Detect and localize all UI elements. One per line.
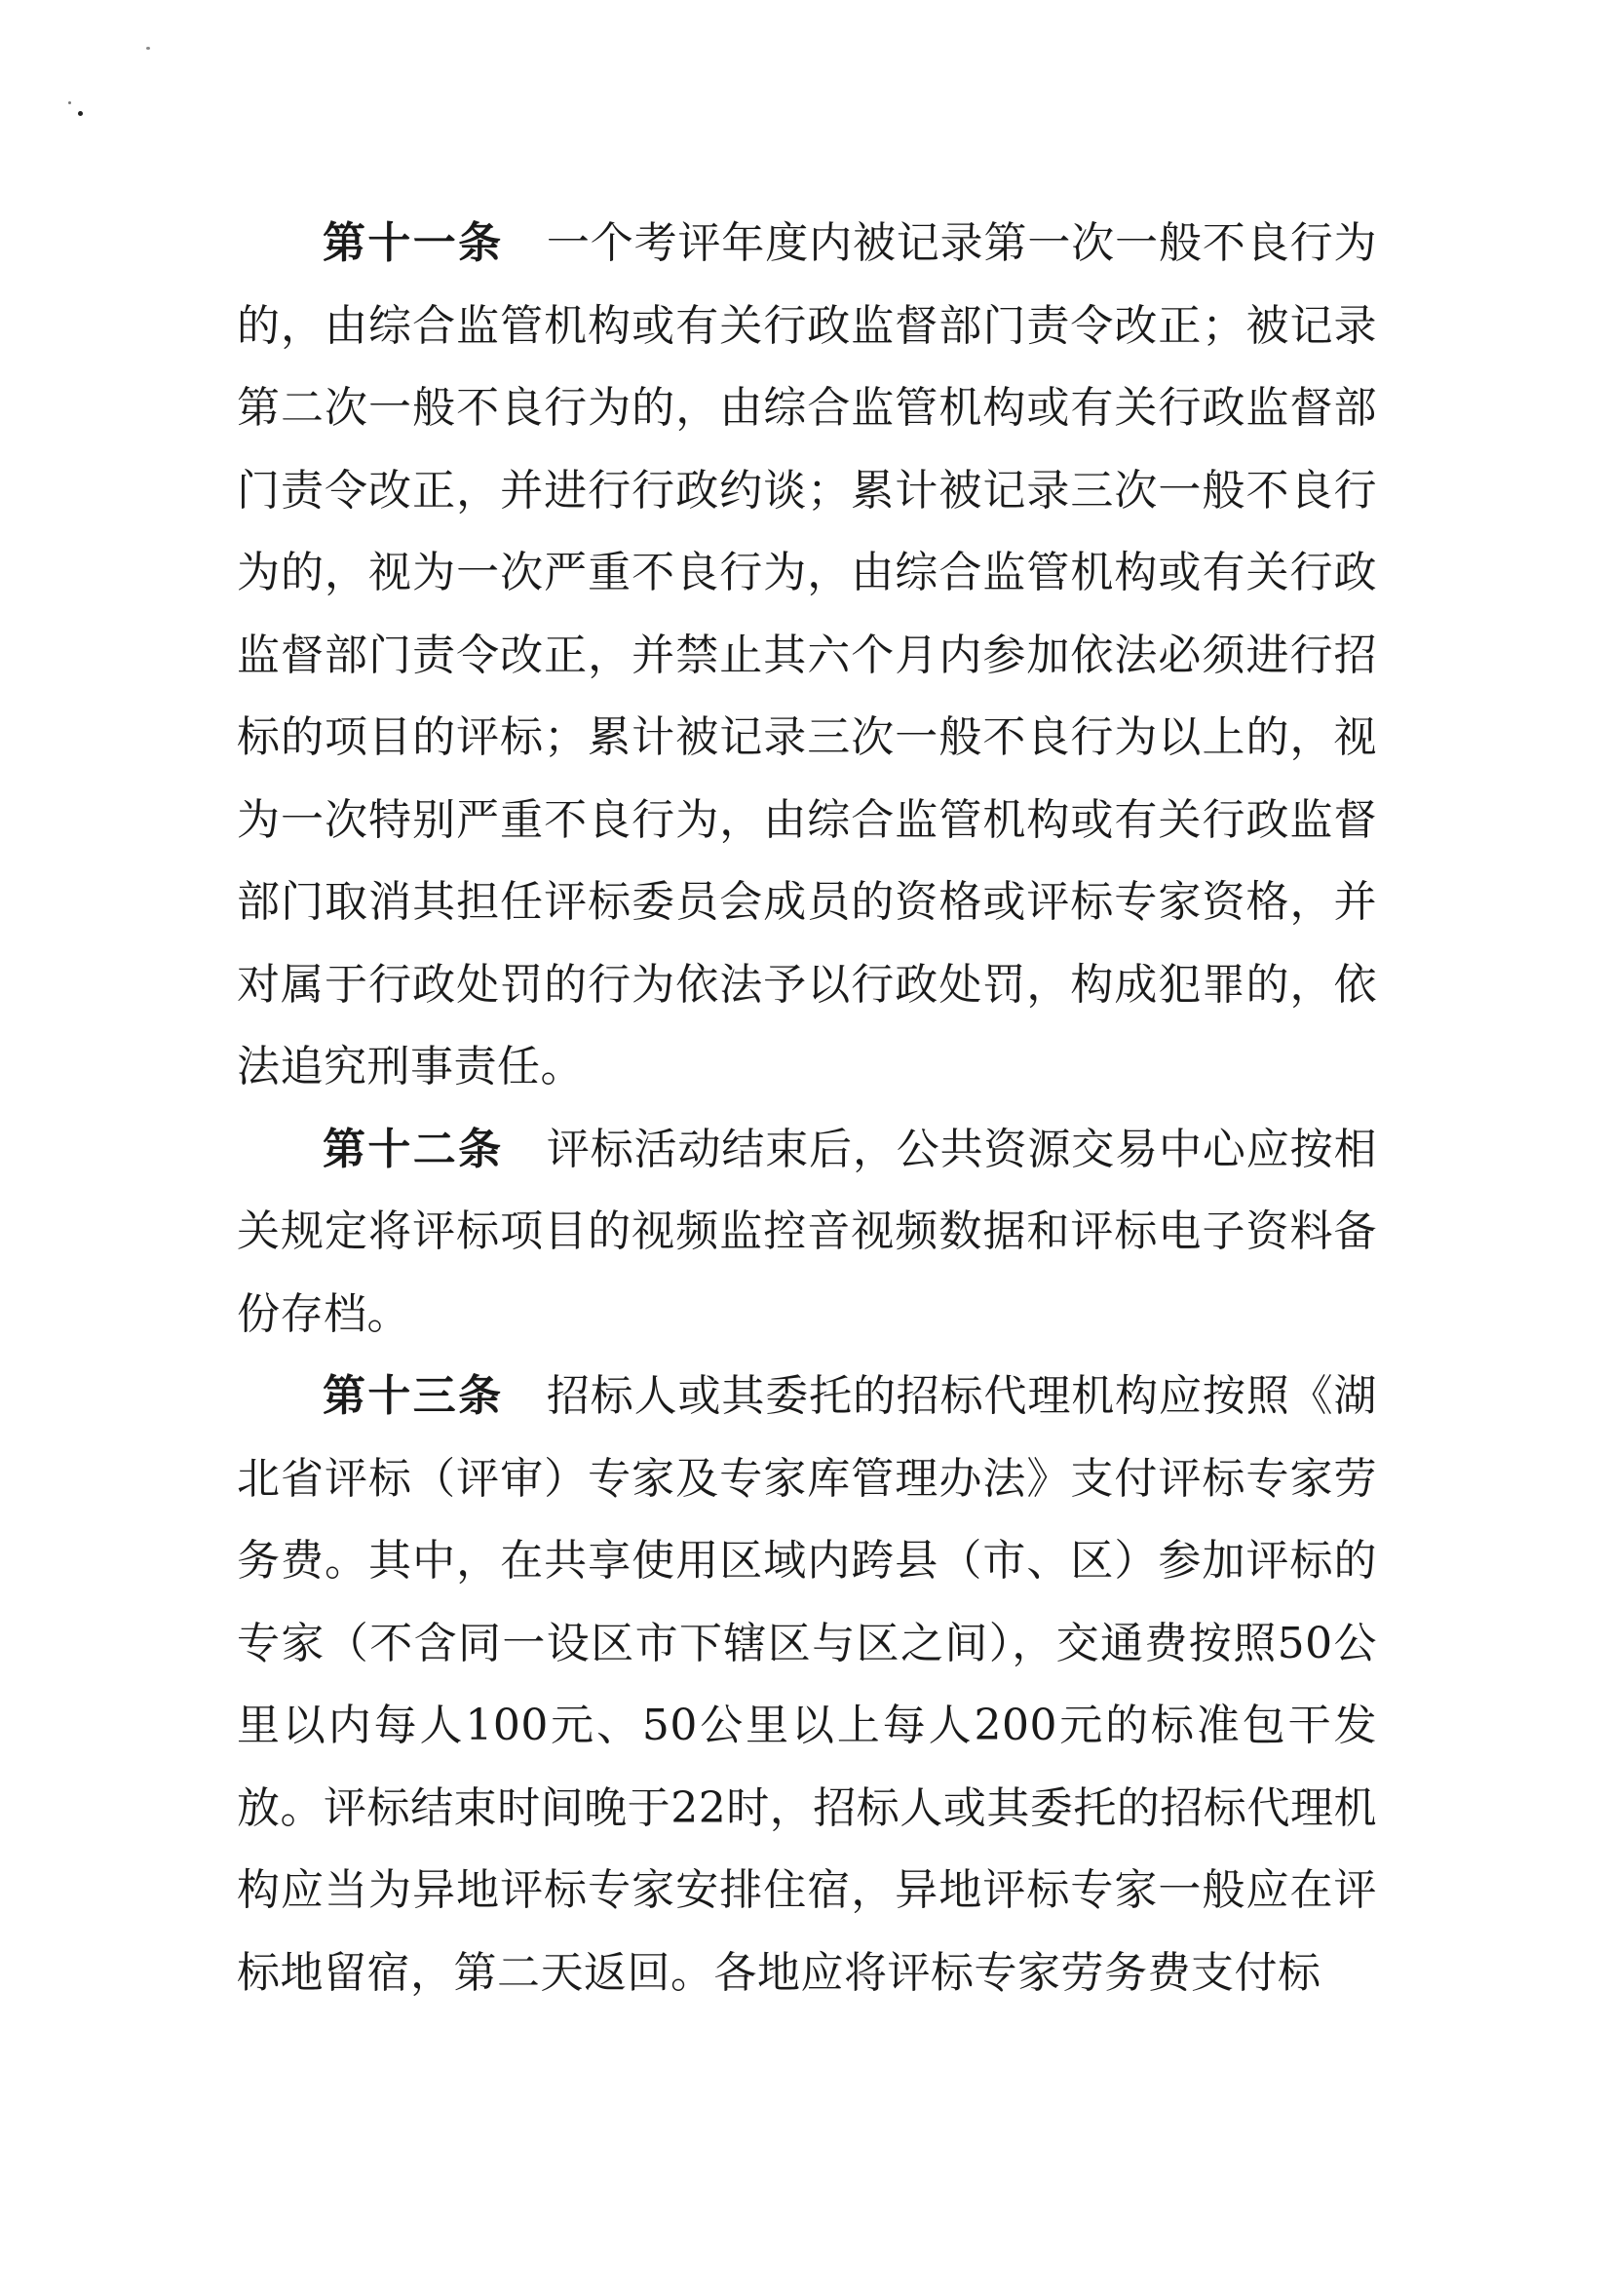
article-13 [237,1356,1377,2014]
article-text: 招标人或其委托的招标代理机构应按照《湖北省评标（评审）专家及专家库管理办法》支付评标专家劳务费。其中，在共享使用区域内跨县（市、区）参加评标的专家（不含同一设区市下辖区与区之间），交通费按照50公里以内每人100元、50公里以上每人200元的标准包干发放。评标结束时间晚于22时，招标人或其委托的招标代理机构应当为异地评标专家安排住宿，异地评标专家一般应在评标地留宿，第二天返回。各地应将评标专家劳务费支付标 [237,1371,1378,1998]
article-text: 评标活动结束后，公共资源交易中心应按相关规定将评标项目的视频监控音视频数据和评标电子资料备份存档。 [237,1124,1378,1339]
article-12 [237,1109,1377,1357]
scan-speck [146,47,150,50]
article-11 [237,203,1377,1109]
scan-speck [68,101,71,104]
article-text: 一个考评年度内被记录第一次一般不良行为的，由综合监管机构或有关行政监督部门责令改正；被记录第二次一般不良行为的，由综合监管机构或有关行政监督部门责令改正，并进行行政约谈；累计被记录三次一般不良行为的，视为一次严重不良行为，由综合监管机构或有关行政监督部门责令改正，并禁止其六个月内参加依法必须进行招标的项目的评标；累计被记录三次一般不良行为以上的，视为一次特别严重不良行为，由综合监管机构或有关行政监督部门取消其担任评标委员会成员的资格或评标专家资格，并对属于行政处罚的行为依法予以行政处罚，构成犯罪的，依法追究刑事责任。 [237,218,1378,1091]
scan-speck [78,111,83,116]
article-heading: 第十三条 [323,1371,504,1421]
article-heading: 第十二条 [323,1124,504,1174]
article-heading: 第十一条 [323,218,504,268]
document-body [237,203,1377,2014]
